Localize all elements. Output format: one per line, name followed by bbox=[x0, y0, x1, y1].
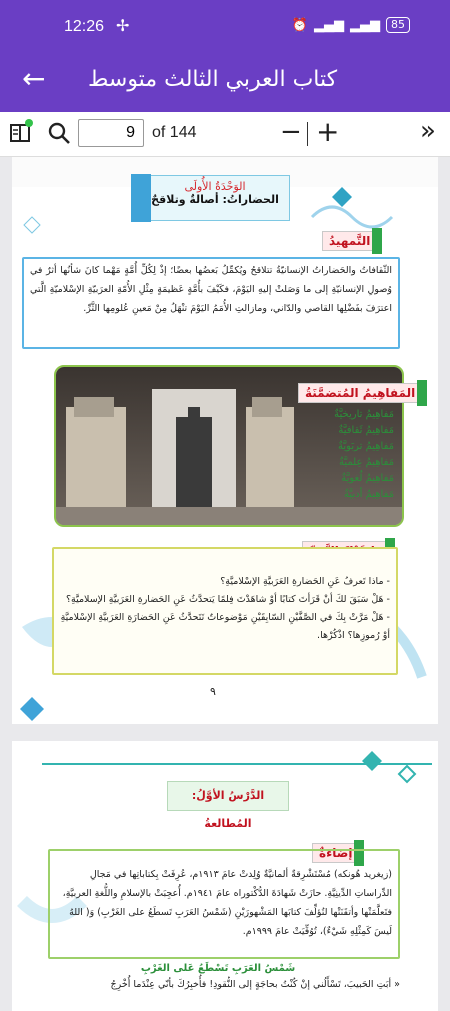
lesson-title: الدَّرْسُ الأوَّلُ: المُطالعةُ bbox=[167, 781, 289, 811]
double-chevron-icon[interactable]: » bbox=[420, 116, 436, 146]
signal-icon-2: ▂▄▆ bbox=[350, 17, 380, 33]
concept-item: مَفاهِيمُ ثَقافيَّةٌ bbox=[338, 425, 394, 436]
alarm-icon: ⏰ bbox=[291, 17, 308, 33]
concept-item: مَفاهِيمُ تاريخيَّةٌ bbox=[334, 409, 394, 420]
header-rule bbox=[42, 763, 432, 765]
concept-item: مَفاهِيمُ أدبيَّةٌ bbox=[344, 489, 394, 500]
page-number-input[interactable] bbox=[78, 119, 144, 147]
pre-reading-questions bbox=[52, 547, 398, 675]
zoom-separator bbox=[307, 122, 308, 146]
minus-icon[interactable]: − bbox=[280, 117, 302, 147]
author-note: (زيغريد هُونكه) مُسْتَشْرِقةٌ ألمانيَّةٌ وُلِدتْ عامَ ١٩١٣م، عُرِفَتْ بِكتاباتِها في مَجالِ الدِّراساتِ الدِّينِيَّةِ. حازَتْ شَهادَةَ الدُّكْتوراه عامَ ١٩٤١م. أُعجِبَتْ بالإسلامِ واللُّغةِ العربيَّةِ، فتَعلَّمَتْها وأتقَنَتْها لتُؤلِّفَ كتابَها المَشْهورَيْنِ (شَمْسُ العَرَبِ تَسطَعُ على الغَرْبِ) وَ( اللهُ لَيسَ كَمِثْلِهِ شَيْءٌ)، تُوُفِّيَتْ عامَ ١٩٩٩م. bbox=[48, 849, 400, 959]
question-item: - هَلْ مَرَّتْ بِكَ في الصَّفَّيْنِ السّابِقَيْنِ مَوْضوعاتٌ تَتَحدَّثُ عَنِ الحَضارَةِ العَرَبيَّةِ الإسْلاميَّةِ أوْ رُموزِها؟ اذْكُرْها. bbox=[60, 612, 390, 641]
pdf-page-9[interactable] bbox=[12, 157, 438, 724]
status-bar bbox=[0, 0, 450, 50]
battery-indicator: 85 bbox=[386, 17, 410, 33]
status-icons bbox=[292, 17, 410, 33]
concept-item: مَفاهِيمُ لُغويَّةٌ bbox=[341, 473, 394, 484]
question-item: - هَلْ سَبَقَ لكَ أنْ قَرَأتَ كتابًا أوْ شاهَدْتَ فِلمًا يَتحدَّثُ عَنِ الحَضارةِ العَرَبيَّةِ الإسلاميَّةِ؟ bbox=[65, 594, 390, 605]
question-item: - ماذا تَعرفُ عَنِ الحَضارةِ العَرَبيَّةِ الإسْلاميَّةِ؟ bbox=[220, 576, 390, 587]
intro-paragraph: الثّقافاتُ والحَضاراتُ الإنسانيّةُ تتلاقحُ ويُكمِّلُ بَعضُها بعضًا؛ إذْ لِكُلِّ أُمَّةٍ مَهْما كانَ شأنُها أثرٌ في وُصولِ الإنسانيّةِ إلى ما وَصَلتْ إليهِ اليَوْمَ، فكَيْفَ بأُمَّةٍ عَظيمَةٍ مِثْلِ الأُمّةِ العرَبيّةِ الإسْلاميّةِ الَّتي اعترَفَ بفَضْلِها القاصي والدّاني، ومازالتِ الأُمَمُ اليَوْمَ تنْهَلُ مِنْ مَعينِ عُلومِها الثَّرِّ. bbox=[22, 257, 400, 349]
notification-dot bbox=[25, 119, 33, 127]
unit-title: الوَحْدَةُ الأُولَى bbox=[184, 180, 246, 193]
app-title: كتاب العربي الثالث متوسط bbox=[88, 67, 338, 92]
concept-item: مَفاهِيمُ تربَويَّةٌ bbox=[338, 441, 394, 452]
banner-tab bbox=[131, 174, 151, 222]
page-number: ٩ bbox=[210, 685, 216, 698]
text-title: شَمْسُ العَرَبِ تَسْطَعُ عَلى الغَرْبِ bbox=[140, 963, 296, 974]
page-count-label: of 144 bbox=[152, 124, 197, 141]
unit-subtitle: الحضاراتُ: أصالةٌ وتلاقحٌ bbox=[151, 193, 279, 206]
back-arrow-icon[interactable]: ← bbox=[22, 62, 46, 95]
concepts-label: المَفاهِيمُ المُتضمَّنَةُ bbox=[298, 383, 422, 403]
pdf-toolbar bbox=[0, 112, 450, 157]
fan-icon: ✢ bbox=[116, 16, 130, 35]
signal-icon: ▂▄▆ bbox=[314, 17, 344, 33]
text-first-line: « أبَتِ الحَبيبَ، تَسْأَلُني إنْ كُنْتُ بحاجَةٍ إلى النُّقودِ! فأُخبِرُكَ بأنّي عِنْدَما أُخْرِجُ bbox=[110, 979, 400, 990]
concept-item: مَفاهِيمُ عِلميَّةٌ bbox=[338, 457, 394, 468]
light-label: إضاءةٌ bbox=[312, 843, 359, 863]
search-icon[interactable] bbox=[47, 121, 71, 145]
unit-banner bbox=[140, 175, 290, 221]
status-time: 12:26 bbox=[64, 18, 105, 35]
app-bar bbox=[0, 50, 450, 112]
pdf-page-10[interactable] bbox=[12, 741, 438, 1011]
plus-icon[interactable]: + bbox=[316, 115, 340, 148]
intro-label: التَّمهيدُ bbox=[322, 231, 377, 251]
concepts-list bbox=[298, 407, 394, 503]
